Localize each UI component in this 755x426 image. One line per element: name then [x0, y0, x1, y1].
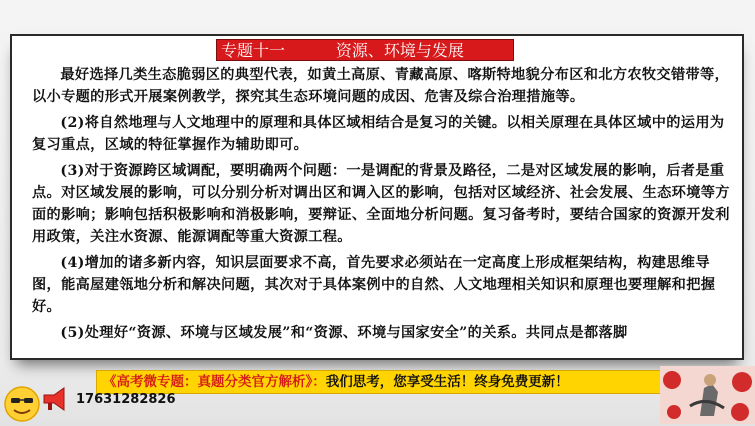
slide-title: [216, 39, 514, 61]
megaphone-icon: [40, 384, 70, 414]
phone-number: 17631282826: [76, 392, 176, 407]
title-topic: 专题十一: [221, 41, 286, 60]
paragraph-3: (3)对于资源跨区域调配，要明确两个问题：一是调配的背景及路径，二是对区域发展的影响，后者是重点。对区域发展的影响，可以分别分析对调出区和调入区的影响，包括对区域经济、社会发展、生态环境等方面的影响；影响包括积极影响和消极影响，要辩证、全面地分析问题。复习备考时，要结合国家的资源开发利用政策，关注水资源、能源调配等重大资源工程。: [32, 163, 730, 245]
promo-slogan: 我们思考，您享受生活！终身免费更新！: [325, 374, 569, 390]
paragraph-4: (4)增加的诸多新内容，知识层面要求不高，首先要求必须站在一定高度上形成框架结构，构建思维导图，能高屋建瓴地分析和解决问题，其次对于具体案例中的自然、人文地理相关知识和原理也要理解和把握好。: [32, 255, 716, 315]
promo-banner[interactable]: [96, 370, 664, 394]
smiley-icon: [2, 384, 42, 424]
body-text: [32, 64, 730, 348]
paragraph-5: (5)处理好“资源、环境与区域发展”和“资源、环境与国家安全”的关系。共同点是都落脚: [60, 325, 628, 341]
footer-bar: [0, 362, 755, 426]
decorative-artwork-icon: [660, 366, 755, 424]
title-subject: 资源、环境与发展: [335, 41, 464, 60]
paragraph-1: 最好选择几类生态脆弱区的典型代表，如黄土高原、青藏高原、喀斯特地貌分布区和北方农牧交错带等，以小专题的形式开展案例教学，探究其生态环境问题的成因、危害及综合治理措施等。: [32, 67, 730, 105]
paragraph-2: (2)将自然地理与人文地理中的原理和具体区域相结合是复习的关键。以相关原理在具体区域中的运用为复习重点，区域的特征掌握作为辅助即可。: [32, 115, 725, 153]
promo-title: 《高考微专题：真题分类官方解析》：: [103, 374, 326, 390]
content-card: [10, 34, 744, 360]
